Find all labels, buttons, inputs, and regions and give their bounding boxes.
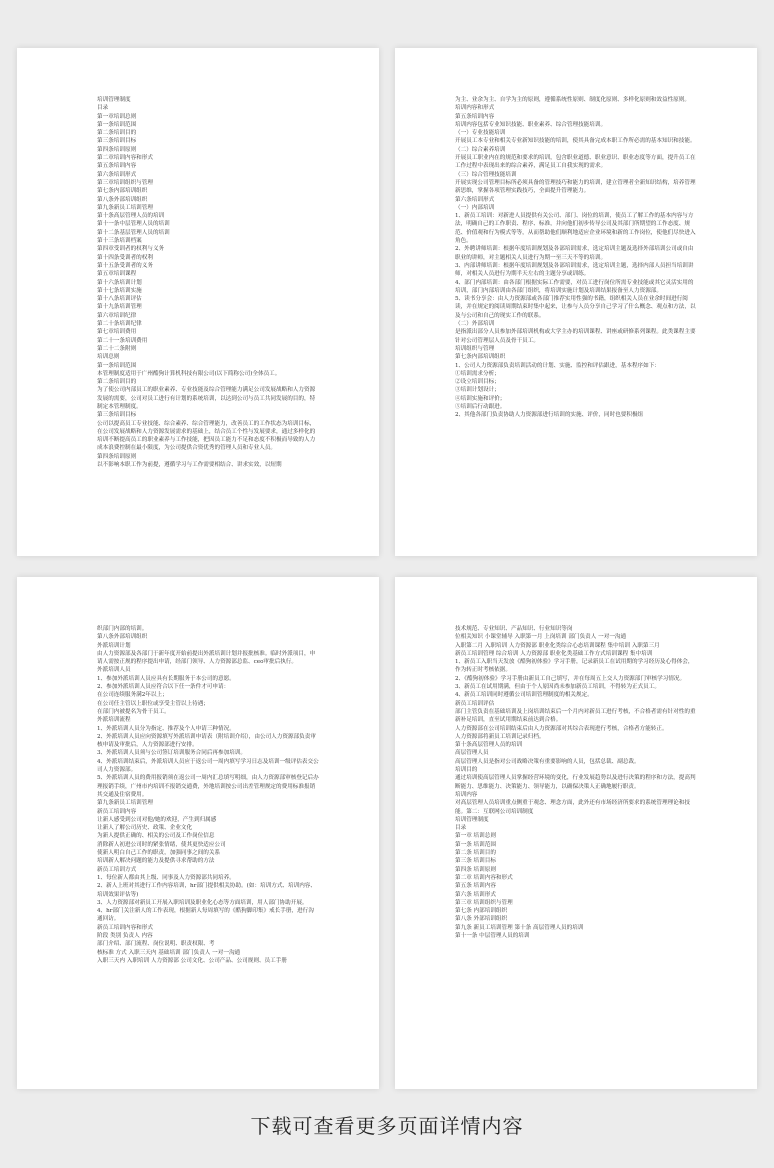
text-line: 开展员工本专业和相关专业新知识技能的培训，使其具备完成本职工作所必需的基本知识和技能。 <box>455 138 696 145</box>
text-line: 人力资源部在公司培训结束后由人力资源部对其综合表现进行考核，合格者方能转正。 <box>455 725 668 732</box>
text-line: 第二十二条附则 <box>97 345 137 352</box>
text-line: 3、内部讲师培训：根据年度培训规划及各部培训需求，选定培训主题，选择内部人员担当培训讲师，对相关人员进行为期半天左右的主题分享或训练。 <box>455 262 694 278</box>
text-line: 第一章 培训总则 <box>455 833 496 840</box>
text-line: 在公司任主管以上职位或享受主管以上待遇； <box>97 700 209 707</box>
text-line: 1、每位新人都由其上级、同事及人力资源部共同培养。 <box>97 874 235 881</box>
text-line: 培训内容 <box>455 791 478 798</box>
text-line: 第一条培训范围 <box>97 362 137 369</box>
text-line: 1、外派培训人员分为指定、推荐及个人申请三种情况。 <box>97 725 235 732</box>
text-line: 核标准 方式 入职三天内 基础培训 部门负责人 一对一沟通 <box>97 949 241 956</box>
text-line: 2、《酷狗初体验》学习手册由新员工自己填写，并在每周五上交人力资源部门审核学习情况。 <box>455 675 686 682</box>
text-line: 第五章培训课程 <box>97 271 137 278</box>
text-line: 在部门内被提名为骨干员工。 <box>97 708 170 715</box>
text-line: 由人力资源部及各部门于新年度开始前提出外派培训计划并报批核准。临时外派项目，申请人需按正规的程序提出申请，经部门领导、人力资源部总监、ceo审批后执行。 <box>97 650 316 666</box>
text-line: 第十条高层管理人员的培训 <box>97 213 165 220</box>
text-line: 第一条 培训范围 <box>455 841 496 848</box>
text-line: 新员工培训管理 综合培训 人力资源部 职业化类基础工作方式培训课程 集中培训 <box>455 650 653 657</box>
text-line: 培训组织与管理 <box>455 345 495 352</box>
text-line: 培训内容包括专业知识技能、职业素养、综合管理技能培训。 <box>455 121 607 128</box>
text-line: （一）内部培训 <box>455 204 495 211</box>
text-line: 培训内容和形式 <box>455 105 495 112</box>
text-line: 第十三条培训档案 <box>97 238 142 245</box>
text-line: 位相关知识 小课堂辅导 入职第一月 上岗培训 部门负责人 一对一沟通 <box>455 634 627 641</box>
text-line: 培训新人解决问题的能力及提供寻求帮助的方法 <box>97 858 215 865</box>
page-1-text <box>97 96 319 469</box>
text-line: 第八条外部培训组织 <box>97 196 148 203</box>
text-line: 3、外派培训人员须与公司签订培训服务合同后再参加培训。 <box>97 750 246 757</box>
text-line: 部门介绍、部门流程、岗位说明、职责权限、考 <box>97 941 215 948</box>
text-line: 第一条培训范围 <box>97 121 137 128</box>
text-line: 第九条新员工培训管理 <box>97 204 153 211</box>
text-line: 是指派出部分人员参加外部培训机构或大学主办的培训课程、讲座或研修系列课程。此类课程主要针对公司管理层人员及骨干员工。 <box>455 329 696 344</box>
text-line: 通过培训使高层管理人员掌握经营环境的变化，行业发展趋势以及进行决策的程序和方法，提高判断能力、思维能力、决策能力、领导能力，以确保决策人正确地履行职责。 <box>455 775 696 790</box>
text-line: 外派培训计划 <box>97 642 131 649</box>
text-line: 第十五条受训者的义务 <box>97 262 153 269</box>
text-line: 第六条培训形式 <box>455 196 495 203</box>
text-line: 第二章培训内容和形式 <box>97 155 153 162</box>
text-line: 4、部门内部培训：由各部门根据实际工作需要，对员工进行岗位所需专业技能或其它灵活实用的培训，部门内部培训由各部门组织，将培训实施计划及培训结果报备至人力资源部。 <box>455 279 694 294</box>
text-line: 第六条培训形式 <box>97 171 137 178</box>
text-line: 第三条培训目标 <box>97 412 137 419</box>
text-line: 第十一条中层管理人员的培训 <box>97 221 170 228</box>
text-line: 第四条培训原则 <box>97 453 137 460</box>
download-more-caption[interactable]: 下载可查看更多页面详情内容 <box>250 1114 524 1138</box>
text-line: 2、参加外派培训人员应符合以下任一条件才可申请： <box>97 684 230 691</box>
text-line: 第六条 培训形式 <box>455 891 496 898</box>
text-line: ⑤培训后行动跟进。 <box>455 403 506 410</box>
text-line: （三）综合管理技能培训 <box>455 171 517 178</box>
text-line: 第六章培训纪律 <box>97 312 137 319</box>
text-line: 新员工培训内容 <box>97 808 137 815</box>
text-line: 为新人提供正确的、相关的公司及工作岗位信息 <box>97 833 215 840</box>
text-line: 1、参加外派培训人员应具有长期服务于本公司的意愿。 <box>97 675 235 682</box>
text-line: 新员工培训评估 <box>455 700 495 707</box>
text-line: 织部门内部的培训。 <box>97 626 148 632</box>
text-line: 第四条培训原则 <box>97 146 137 153</box>
text-line: 在公司连续服务满2年以上； <box>97 692 168 699</box>
text-line: 第七条内部培训组织 <box>97 188 148 195</box>
text-line: 人力资源部将新员工培训记录归档。 <box>455 733 545 740</box>
text-line: 2、外派培训人员应向资源填写外派培训申请表（附培训介绍），由公司人力资源部负责审核申请及审批后，人力资源部进行安排。 <box>97 733 316 749</box>
text-line: 入职第二月 入职培训 人力资源部 职业化类综合心态培训课程 集中培训 入职第三月 <box>455 642 660 649</box>
text-line: 新员工培训内容和形式 <box>97 924 153 931</box>
text-line: 使新人明白自己工作的职责，加强同事之间的关系 <box>97 850 221 857</box>
text-line: 为主、业余为主、自学为主的原则，遵循系统性原则、制度化原则、多样化原则和效益性原则。 <box>455 97 690 103</box>
text-line: 第四章受训者的权利与义务 <box>97 246 165 253</box>
text-line: 第八条外部培训组织 <box>97 634 148 641</box>
text-line: 第七条 内部培训组织 <box>455 908 508 915</box>
text-line: 让新人感受到公司对他/她的欢迎，产生到归属感 <box>97 816 217 823</box>
text-line: 第十六条培训计划 <box>97 279 142 286</box>
text-line: 第九条新员工培训管理 <box>97 800 153 807</box>
text-line: 入职三天内 入职培训 人力资源部 公司文化、公司产品、公司规则、员工手册 <box>97 957 287 964</box>
text-line: 5、读书分享会：由人力资源部或各部门推荐实用性强的书籍，组织相关人员在业余时间进行阅读，并在规定的阅读周期结束时集中起来，让参与人员分享自己学习了什么概念、观点和方法，以及与公司和自己的现实工作的联系。 <box>455 296 696 319</box>
text-line: 第三章培训组织与管理 <box>97 179 153 186</box>
text-line: 高层管理人员是指对公司战略决策有重要影响的人员，包括总裁、副总裁。 <box>455 758 640 765</box>
text-line: 第四条 培训原则 <box>455 866 496 873</box>
text-line: 第十七条培训实施 <box>97 287 142 294</box>
text-line: 目录 <box>97 105 109 112</box>
text-line: 公司以提高员工专业技能、综合素养、综合管理能力，改善员工的工作状态为培训目标，在公司发展战略和人力资源发展需求的基础上，结合员工个性与发展要求，通过多样化的培训不断提高员工的职业素养与工作技能，把因员工能力不足和态度不积极而导致的人力成本浪费控制在最小限度，为公司提供合资优秀的管理人员和专业人员。 <box>97 420 316 452</box>
text-line: 2、新人上班对其进行工作内容培训，hr部门提供相关协助。(如：培训方式、培训内容、培训效果评估等) <box>97 883 316 898</box>
text-line: 第三条培训目标 <box>97 138 137 145</box>
text-line: 4、hr部门关注新人的工作表现，根据新人每周填写的《酷狗脚印集》戒长手册，进行沟通回访。 <box>97 908 314 923</box>
text-line: 以不影响本职工作为前提，遵循学习与工作需要相结合、讲求实效，以短期 <box>97 462 282 469</box>
text-line: 4、外派培训结束后，外派培训人员应于返公司一周内填写学习日志及培训一级评估表交公司人力资源部。 <box>97 758 319 774</box>
text-line: 第二条 培训目的 <box>455 850 496 857</box>
text-line: 高层管理人员 <box>455 750 489 757</box>
document-page-3 <box>17 577 379 1089</box>
page-4-text <box>455 625 697 940</box>
text-line: 第十一条 中层管理人员的培训 <box>455 932 530 939</box>
text-line: 第二十条培训纪律 <box>97 321 142 328</box>
text-line: 对高层管理人员培训重点侧重于观念、理念方面，此外还有市场经济所要求的系统管理理论和技能。第二：互联网公司培训制度 <box>455 800 690 815</box>
text-line: 第五条 培训内容 <box>455 883 496 890</box>
text-line: 第八条 外部培训组织 <box>455 916 508 923</box>
document-page-2 <box>395 48 757 556</box>
text-line: 让新人了解公司历史、政策、企业文化 <box>97 825 193 832</box>
text-line: 1、新员工入职当天发放《酷狗初体验》学习手册，记录新员工在试用期的学习经历及心得体会，作为转正时考核依据。 <box>455 659 694 674</box>
text-line: 第五条培训内容 <box>97 163 137 170</box>
text-line: 第十八条培训评估 <box>97 296 142 303</box>
text-line: 第九条 新员工培训管理 第十条 高层管理人员的培训 <box>455 924 584 931</box>
text-line: 第三章 培训组织与管理 <box>455 899 513 906</box>
text-line: （二）外部培训 <box>455 321 495 328</box>
text-line: 消除新人初进公司时的紧张情绪，使其更快适应公司 <box>97 841 226 848</box>
text-line: 外派培训人员 <box>97 667 131 674</box>
text-line: 阶段 类别 负责人 内容 <box>97 932 153 939</box>
text-line: 第二条培训目的 <box>97 379 137 386</box>
text-line: 1、公司人力资源部负责培训活动的计划、实施、监控和评估跟进，基本程序如下： <box>455 362 660 369</box>
text-line: 3、人力资源部对新员工开展入职培训及职业化心态等方面培训，用人部门协助开展。 <box>97 899 308 906</box>
text-line: 4、新员工培训同时遵循公司培训管理制度的相关规定。 <box>455 692 593 699</box>
text-line: ④培训实施和评价； <box>455 395 506 402</box>
text-line: 第三条 培训目标 <box>455 858 496 865</box>
text-line: 开展实现公司管理目标所必须具备的管理技巧和能力的培训，建立管理者全新知识结构，培养管理新思维，掌握各项管理实践技巧，全面提升管理能力。 <box>455 179 696 195</box>
text-line: ②设立培训目标； <box>455 379 500 386</box>
text-line: 2、外聘讲师培训：根据年度培训规划及各部培训需求，选定培训主题及选择外部培训公司或自由职业的讲师，对主题相关人员进行为期一至三天不等的培训。 <box>455 246 694 261</box>
text-line: 3、新员工在试用期满，但由于个人原因尚未参加新员工培训，不得转为正式员工。 <box>455 684 660 691</box>
text-line: 技术规范、专业知识、产品知识、行业知识等岗 <box>455 626 573 632</box>
text-line: 第五条培训内容 <box>455 113 495 120</box>
text-line: 第二章 培训内容和形式 <box>455 874 513 881</box>
document-page-4 <box>395 577 757 1089</box>
text-line: 培训管理制度 <box>455 816 489 823</box>
text-line: 目录 <box>455 825 467 832</box>
text-line: 开展员工职业内在的规范和要求的培训，包含职业道德、职业意识、职业态度等方面，提升员工在工作过程中表现出来的综合素养，满足员工自我实现的需求。 <box>455 155 696 170</box>
text-line: 为了使公司内部员工的职业素养、专业技能及综合管理能力满足公司发展战略和人力资源发展的需要，公司对员工进行有计划的系统培训，以达到公司与员工共同发展的目的，特制定本管理制度。 <box>97 387 316 410</box>
text-line: 5、外派培训人员的费用报销须在返公司一周内汇总填写明细，由人力资源部审核登记后办理报销手续，广州市内培训不报销交通费，外地培训按公司出差管理规定的费用标准报销其交通及住宿费用。 <box>97 775 319 798</box>
text-line: 第十二条基层管理人员的培训 <box>97 229 170 236</box>
document-page-1 <box>17 48 379 556</box>
text-line: 培训管理制度 <box>97 97 131 103</box>
text-line: （二）综合素养培训 <box>455 146 506 153</box>
text-line: 培训总则 <box>97 354 120 361</box>
text-line: 第二条培训目的 <box>97 130 137 137</box>
text-line: 培训目的 <box>455 767 478 774</box>
text-line: 本管理制度适用于广州酷狗计算机科技有限公司(以下简称公司)全体员工。 <box>97 370 281 377</box>
text-line: 第二十一条培训费用 <box>97 337 148 344</box>
text-line: 第十四条受训者的权利 <box>97 254 153 261</box>
text-line: 1、新员工培训：对新进人员提供有关公司、部门、岗位的培训，使员工了解工作的基本内容与方法，明确自己的工作职责、程序、标准，并向他们初步传导公司及其部门所期望的工作态度、规范、价值观和行为模式等等，从而帮助他们顺利地适应企业环境和新的工作岗位，使他们尽快进入角色。 <box>455 213 696 245</box>
text-line: （一）专业技能培训 <box>455 130 506 137</box>
text-line: 第七条内部培训组织 <box>455 354 506 361</box>
page-3-text <box>97 625 319 965</box>
text-line: 第七章培训费用 <box>97 329 137 336</box>
text-line: 第十条高层管理人员的培训 <box>455 742 523 749</box>
text-line: 第十九条培训管理 <box>97 304 142 311</box>
text-line: 2、其他各部门负责协助人力资源部进行培训的实施、评价，同时也要积极组 <box>455 412 644 419</box>
text-line: 新员工培训方式 <box>97 866 137 873</box>
text-line: ①培训需求分析； <box>455 370 500 377</box>
text-line: 外派培训流程 <box>97 717 131 724</box>
page-2-text <box>455 96 697 420</box>
text-line: ③培训计划设计； <box>455 387 500 394</box>
text-line: 第一章培训总则 <box>97 113 137 120</box>
text-line: 部门主管负责在基础培训及上岗培训结束后一个月内对新员工进行考核，不合格者需有针对性的重新补足培训，直至试用期结束前达到合格。 <box>455 708 696 724</box>
